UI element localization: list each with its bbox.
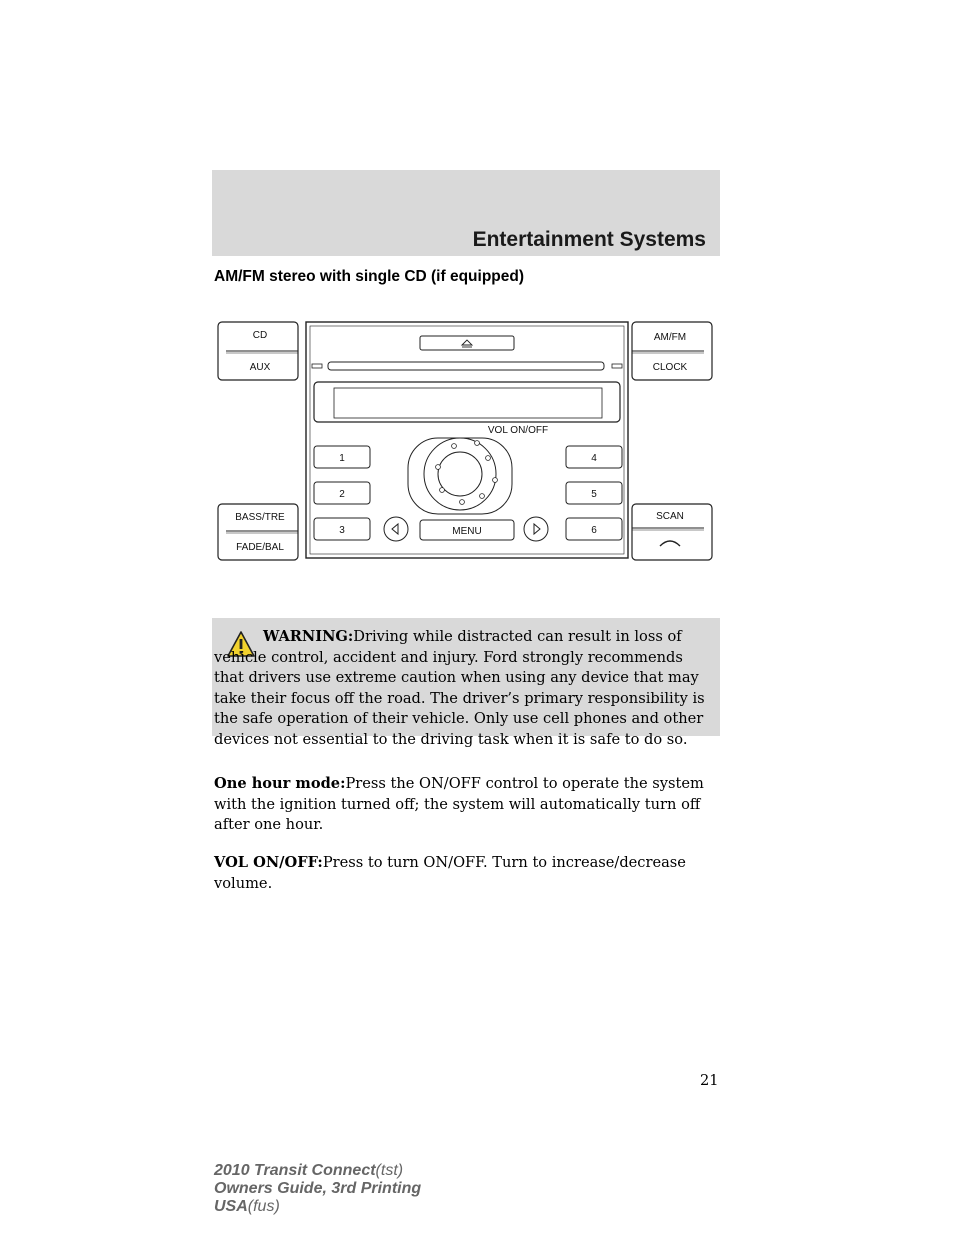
header-band (212, 170, 720, 256)
menu-button-label: MENU (452, 526, 482, 537)
warning-label: WARNING: (263, 628, 354, 645)
vol-on-off-label: VOL ON/OFF: (214, 854, 323, 871)
preset-4-label: 4 (591, 453, 597, 464)
scan-button-label: SCAN (656, 511, 684, 522)
preset-6-label: 6 (591, 525, 597, 536)
footer-model-code: (tst) (375, 1162, 404, 1179)
volume-knob (408, 438, 512, 514)
section-title: AM/FM stereo with single CD (if equipped) (214, 268, 524, 285)
preset-2-label: 2 (339, 489, 345, 500)
preset-5-label: 5 (591, 489, 597, 500)
vol-on-off-paragraph (214, 853, 720, 894)
one-hour-mode-paragraph (214, 774, 720, 836)
radio-diagram (212, 318, 732, 566)
footer-market: USA (214, 1198, 248, 1215)
one-hour-mode-label: One hour mode: (214, 775, 346, 792)
page-header-title: Entertainment Systems (472, 228, 706, 251)
bass-treble-button-label: BASS/TRE (235, 512, 285, 523)
footer-guide: Owners Guide, 3rd Printing (214, 1180, 422, 1197)
preset-1-label: 1 (339, 453, 345, 464)
warning-text (214, 627, 714, 750)
document-footer (214, 1162, 421, 1216)
vol-on-off-text: Press to turn ON/OFF. Turn to increase/decrease volume. (214, 854, 686, 892)
cd-button-label: CD (252, 330, 268, 341)
footer-market-code: (fus) (247, 1198, 280, 1215)
aux-button-label: AUX (249, 362, 271, 373)
preset-3-label: 3 (339, 525, 345, 536)
am-fm-button-label: AM/FM (653, 332, 687, 343)
warning-box (212, 618, 720, 748)
footer-model: 2010 Transit Connect (214, 1162, 376, 1179)
seek-right-icon (524, 517, 548, 541)
clock-button-label: CLOCK (652, 362, 688, 373)
vol-knob-label: VOL ON/OFF (487, 425, 549, 436)
page-number: 21 (700, 1072, 719, 1089)
seek-left-icon (384, 517, 408, 541)
warning-body: Driving while distracted can result in loss of vehicle control, accident and injury. Ford strongly recommends that drivers use extreme caution when using any device that may take their focus off the road. The driver’s primary responsibility is the safe operation of their vehicle. Only use cell phones and other devices not essential to the driving task when it is safe to do so. (214, 628, 705, 748)
one-hour-mode-text: Press the ON/OFF control to operate the system with the ignition turned off; the system will automatically turn off after one hour. (214, 775, 704, 833)
fade-balance-button-label: FADE/BAL (236, 542, 284, 553)
